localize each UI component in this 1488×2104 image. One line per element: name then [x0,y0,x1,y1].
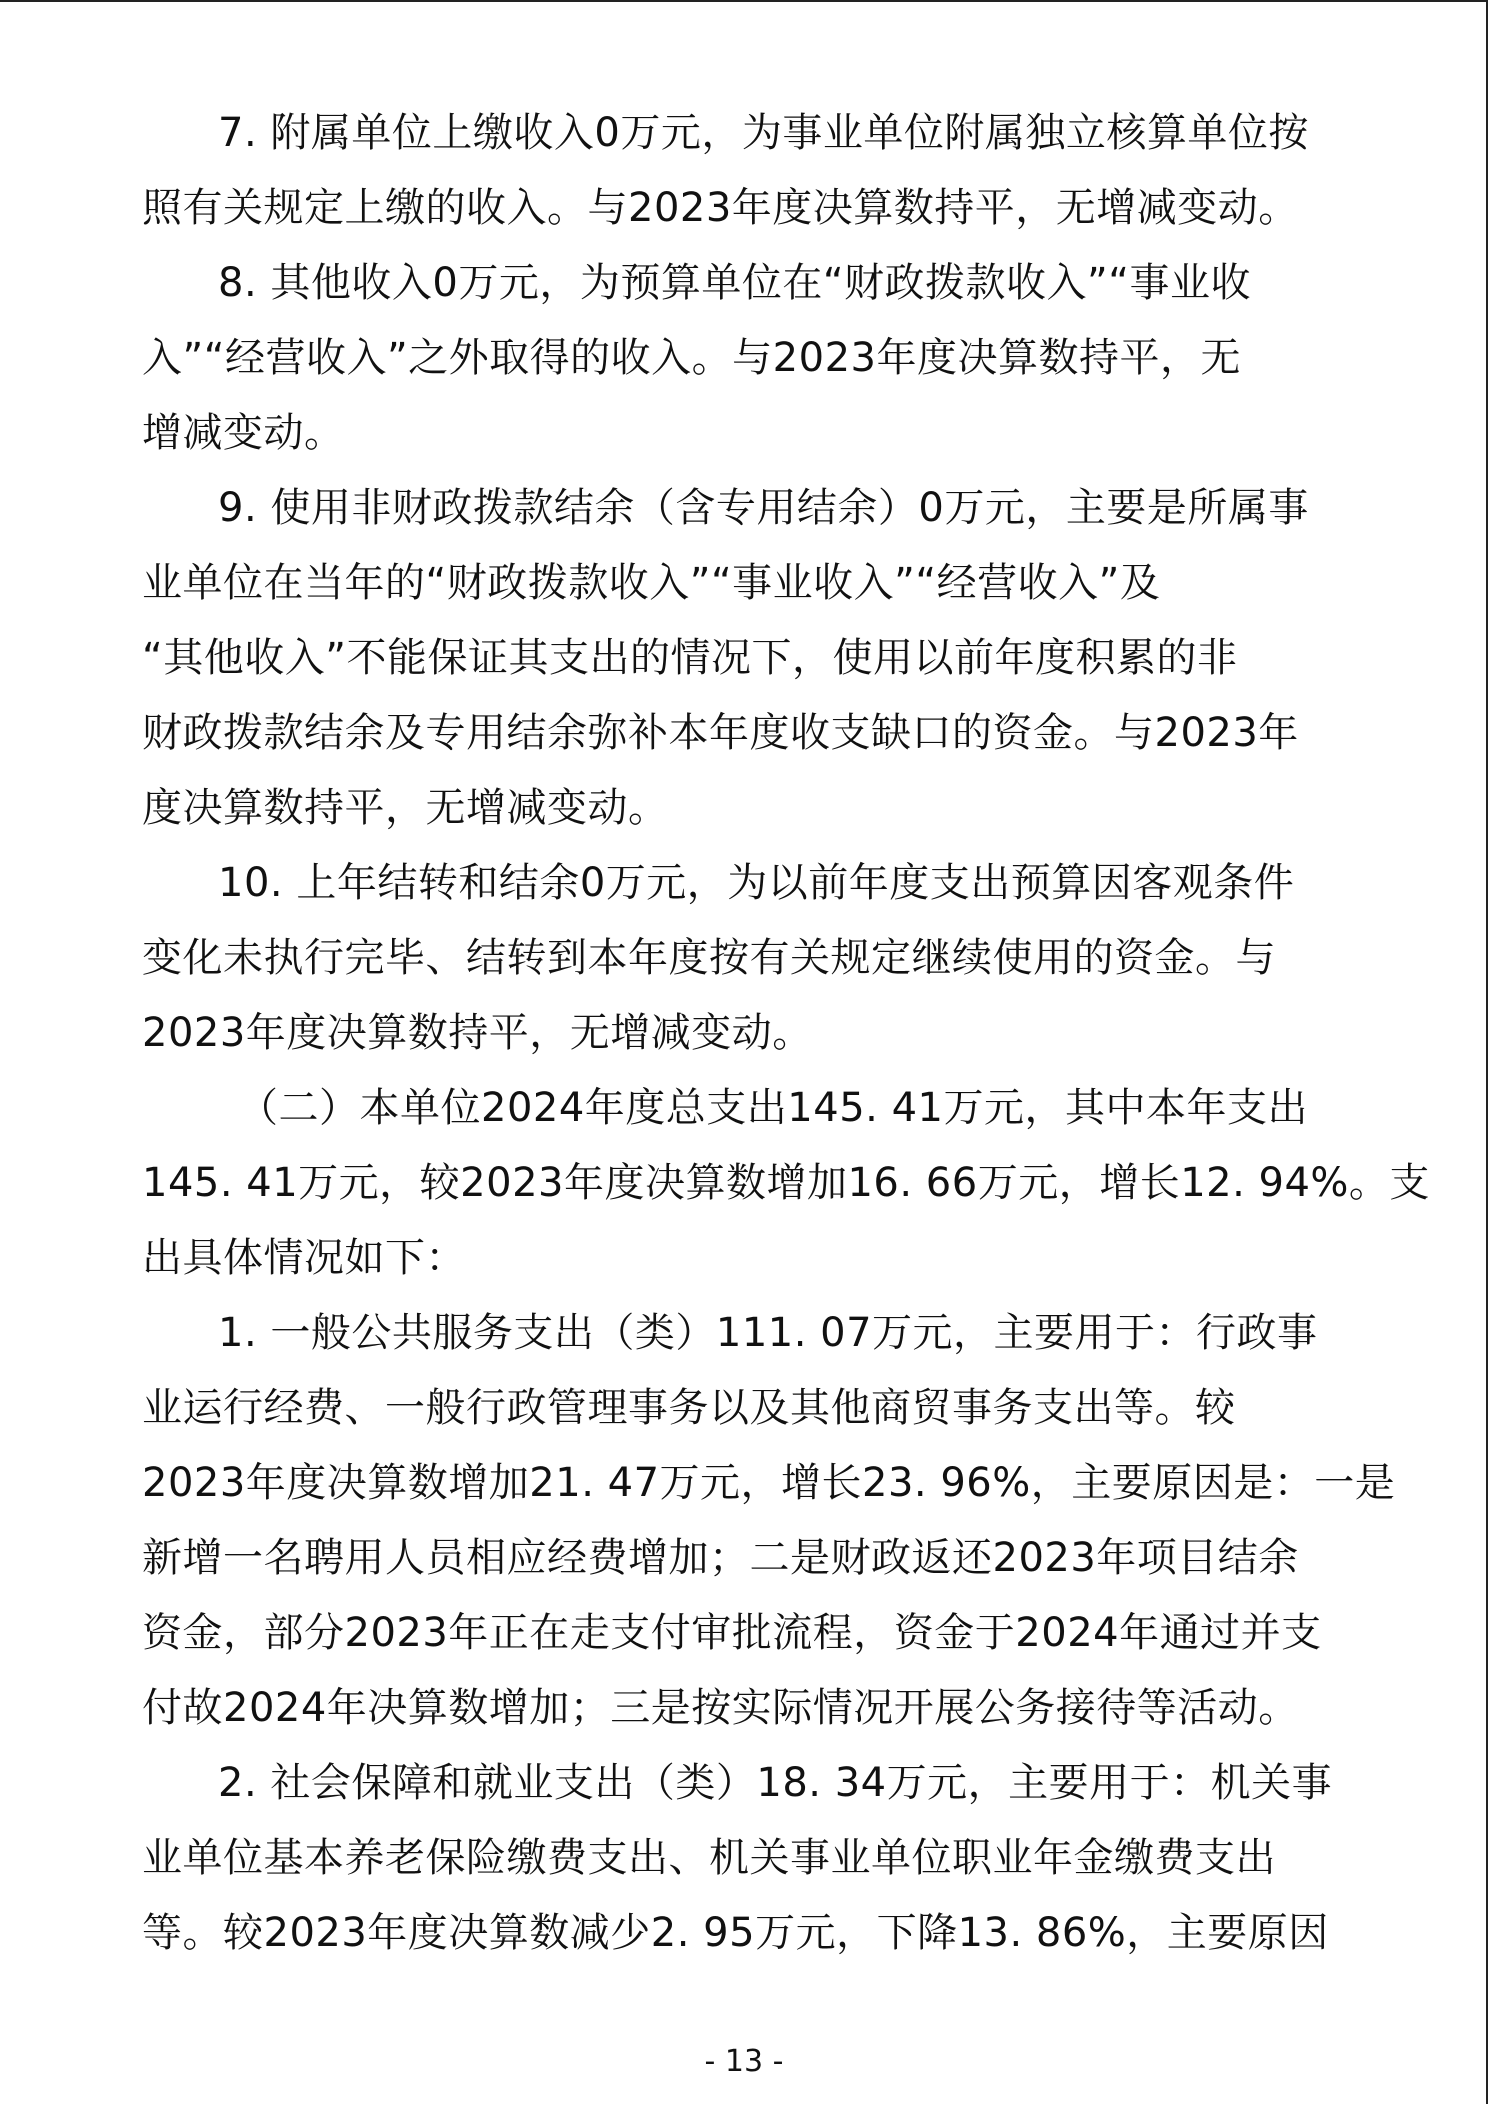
text-line: “其他收入”不能保证其支出的情况下，使用以前年度积累的非 [142,635,1238,681]
page-number: - 13 - [704,2044,784,2079]
text-line: 增减变动。 [142,410,345,456]
text-line: 10. 上年结转和结余0万元，为以前年度支出预算因客观条件 [218,860,1295,906]
text-line: 1. 一般公共服务支出（类）111. 07万元，主要用于：行政事 [218,1310,1318,1356]
text-line: 业单位在当年的“财政拨款收入”“事业收入”“经营收入”及 [142,560,1161,606]
page-top-border [0,0,1488,2]
text-line: 新增一名聘用人员相应经费增加；二是财政返还2023年项目结余 [142,1535,1299,1581]
text-line: 入”“经营收入”之外取得的收入。与2023年度决算数持平，无 [142,335,1241,381]
text-line: 7. 附属单位上缴收入0万元，为事业单位附属独立核算单位按 [218,110,1309,156]
text-line: 8. 其他收入0万元，为预算单位在“财政拨款收入”“事业收 [218,260,1251,306]
text-line: 2023年度决算数增加21. 47万元，增长23. 96%，主要原因是：一是 [142,1460,1396,1506]
text-line: 业单位基本养老保险缴费支出、机关事业单位职业年金缴费支出 [142,1835,1276,1881]
text-line: 变化未执行完毕、结转到本年度按有关规定继续使用的资金。与 [142,935,1276,981]
text-line: 2023年度决算数持平，无增减变动。 [142,1010,813,1056]
text-line: 资金，部分2023年正在走支付审批流程，资金于2024年通过并支 [142,1610,1322,1656]
text-line: 业运行经费、一般行政管理事务以及其他商贸事务支出等。较 [142,1385,1236,1431]
text-line: 145. 41万元，较2023年度决算数增加16. 66万元，增长12. 94%。支 [142,1160,1430,1206]
text-line: 等。较2023年度决算数减少2. 95万元，下降13. 86%，主要原因 [142,1910,1329,1956]
text-line: 2. 社会保障和就业支出（类）18. 34万元，主要用于：机关事 [218,1760,1333,1806]
document-body [142,96,1430,1971]
text-line: 付故2024年决算数增加；三是按实际情况开展公务接待等活动。 [142,1685,1299,1731]
text-line: 照有关规定上缴的收入。与2023年度决算数持平，无增减变动。 [142,185,1299,231]
text-line: （二）本单位2024年度总支出145. 41万元，其中本年支出 [238,1085,1308,1131]
text-line: 9. 使用非财政拨款结余（含专用结余）0万元，主要是所属事 [218,485,1309,531]
text-line: 度决算数持平，无增减变动。 [142,785,669,831]
text-line: 出具体情况如下： [142,1235,466,1281]
text-line: 财政拨款结余及专用结余弥补本年度收支缺口的资金。与2023年 [142,710,1299,756]
